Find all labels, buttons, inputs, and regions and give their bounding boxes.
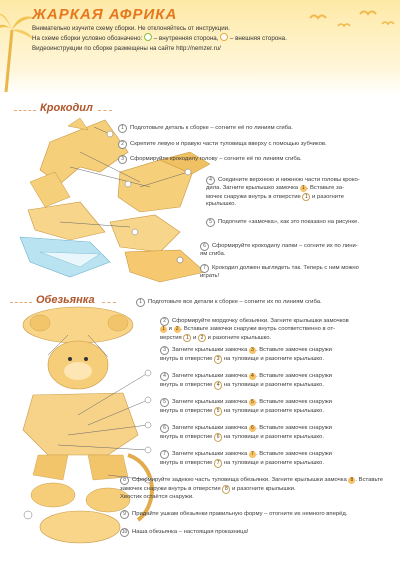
hole-marker: 8 bbox=[222, 485, 230, 494]
step-text: и bbox=[168, 326, 172, 332]
step-text: и разогните bbox=[312, 193, 344, 200]
monkey-heading-swirl-right bbox=[102, 302, 116, 304]
step-number: 4 bbox=[160, 372, 169, 381]
monkey-step-9 bbox=[120, 510, 390, 519]
intro-line-1: Внимательно изучите схему сборки. Не отклоняйтесь от инструкции. bbox=[32, 25, 230, 32]
monkey-step-7 bbox=[160, 450, 390, 468]
step-text: . Вставьте замочек снаружи bbox=[255, 425, 332, 431]
step-text: . Вставьте замочек снаружи bbox=[255, 373, 332, 379]
step-number: 2 bbox=[160, 317, 169, 326]
step-text: внутрь в отверстие bbox=[160, 382, 213, 388]
lock-marker: 1 bbox=[160, 326, 167, 333]
step-text: на туловище и разогните крылышко. bbox=[223, 382, 324, 388]
step-number: 7 bbox=[160, 450, 169, 459]
croc-step-6 bbox=[200, 242, 386, 259]
intro-text bbox=[32, 24, 362, 53]
step-text: Загните крылышки замочка bbox=[172, 373, 248, 379]
step-text: Наша обезьянка – настоящая проказница! bbox=[132, 529, 249, 535]
step-text: Загните крылышки замочка bbox=[172, 451, 248, 457]
step-text: и bbox=[193, 334, 197, 341]
monkey-step-8 bbox=[120, 476, 390, 501]
step-number: 7 bbox=[200, 264, 209, 273]
croc-step-1 bbox=[118, 124, 378, 133]
page-title: ЖАРКАЯ АФРИКА bbox=[32, 6, 178, 23]
hole-marker: 6 bbox=[214, 433, 222, 442]
step-text: . Вставьте замочек снаружи внутрь в отверстие bbox=[120, 477, 384, 492]
lock-marker: 3 bbox=[249, 347, 256, 354]
croc-step-4 bbox=[206, 176, 386, 209]
monkey-step-6 bbox=[160, 424, 390, 442]
hole-marker: 1 bbox=[183, 334, 191, 343]
monkey-step-1 bbox=[136, 298, 386, 307]
step-text: Сформируйте крокодилу лапки – согните их по лини- bbox=[212, 243, 358, 249]
step-text: играть! bbox=[200, 273, 220, 279]
step-number: 3 bbox=[160, 346, 169, 355]
lock-marker: 8 bbox=[348, 477, 355, 484]
croc-step-7 bbox=[200, 264, 386, 281]
step-text: ям сгиба. bbox=[200, 251, 226, 257]
crocodile-heading: Крокодил bbox=[40, 102, 93, 114]
step-text: . Вставьте замочек снаружи bbox=[255, 451, 332, 457]
step-text: . Вставьте замочек снаружи bbox=[255, 347, 332, 353]
monkey-heading-swirl bbox=[10, 302, 32, 304]
step-text: на туловище и разогните крылышко. bbox=[223, 408, 324, 414]
step-text: на туловище и разогните крылышко. bbox=[223, 434, 324, 440]
intro-line-2 bbox=[32, 33, 362, 43]
monkey-step-2 bbox=[160, 317, 390, 342]
outer-side-marker-icon bbox=[220, 33, 228, 41]
step-text: мочек снаружи внутрь в отверстие bbox=[206, 193, 301, 200]
step-text: Подготовьте деталь к сборке – согните её по линиям сгиба. bbox=[130, 125, 293, 131]
step-text: Сформируйте мордочку обезьянки. Загните крылышки замочков bbox=[172, 318, 349, 324]
step-text: Придайте ушкам обезьянки правильную форму – отогните их немного вперёд. bbox=[132, 511, 348, 517]
step-text: на туловище и разогните крылышко. bbox=[223, 356, 324, 362]
step-text: Крокодил должен выглядеть так. Теперь с ним можно bbox=[212, 265, 359, 271]
croc-step-5 bbox=[206, 218, 386, 227]
step-number: 3 bbox=[118, 155, 127, 164]
croc-step-3 bbox=[118, 155, 378, 164]
lock-marker: 7 bbox=[249, 451, 256, 458]
step-number: 1 bbox=[118, 124, 127, 133]
hole-marker: 4 bbox=[214, 381, 222, 390]
crocodile-diagram bbox=[10, 112, 220, 287]
step-number: 5 bbox=[206, 218, 215, 227]
step-text: внутрь в отверстие bbox=[160, 356, 213, 362]
step-text: . Вставьте за- bbox=[306, 185, 344, 191]
lock-marker: 2 bbox=[174, 326, 181, 333]
intro-line-3: Видеоинструкции по сборке размещены на сайте http://nemzer.ru/ bbox=[32, 44, 221, 52]
step-text: и разогните крылышки. bbox=[232, 486, 296, 492]
step-text: . Вставьте замочек снаружи bbox=[255, 399, 332, 405]
step-text: на туловище и разогните крылышко. bbox=[223, 460, 324, 466]
step-number: 8 bbox=[120, 476, 129, 485]
step-text: верстия bbox=[160, 334, 182, 341]
lock-marker: 5 bbox=[249, 399, 256, 406]
step-number: 1 bbox=[136, 298, 145, 307]
monkey-step-3 bbox=[160, 346, 390, 364]
step-text: крылышко. bbox=[206, 201, 237, 208]
monkey-heading: Обезьянка bbox=[36, 294, 95, 306]
step-text: Сформируйте крокодилу голову – согните её по линиям сгиба. bbox=[130, 156, 302, 162]
step-number: 9 bbox=[120, 510, 129, 519]
lock-marker: 1 bbox=[300, 185, 307, 192]
step-number: 6 bbox=[200, 242, 209, 251]
step-text: внутрь в отверстие bbox=[160, 460, 213, 466]
monkey-step-10 bbox=[120, 528, 390, 537]
hole-marker: 1 bbox=[302, 193, 310, 202]
monkey-diagram bbox=[8, 305, 168, 545]
step-text: . Вставьте замочки снаружи внутрь соответственно в от- bbox=[180, 326, 336, 332]
step-number: 10 bbox=[121, 529, 128, 535]
step-number: 6 bbox=[160, 424, 169, 433]
step-number: 2 bbox=[118, 140, 127, 149]
croc-step-2 bbox=[118, 140, 378, 149]
step-text: Загните крылышки замочка bbox=[172, 399, 248, 405]
step-text: дила. Загните крылышко замочка bbox=[206, 185, 299, 191]
step-text: Подготовьте все детали к сборке – согните их по линиям сгиба. bbox=[148, 299, 322, 305]
step-text: Скрепите левую и правую части туловища вверху с помощью зубчиков. bbox=[130, 141, 327, 147]
hole-marker: 3 bbox=[214, 355, 222, 364]
intro-line-2b: – внутренняя сторона, bbox=[153, 35, 219, 43]
step-number: 5 bbox=[160, 398, 169, 407]
hole-marker: 7 bbox=[214, 459, 222, 468]
lock-marker: 6 bbox=[249, 425, 256, 432]
inner-side-marker-icon bbox=[144, 33, 152, 41]
step-text: Загните крылышки замочка bbox=[172, 347, 248, 353]
step-text: Сформируйте заднюю часть туловища обезьянки. Загните крылышки замочка bbox=[132, 477, 347, 483]
step-text: и разогните крылышко. bbox=[207, 334, 272, 341]
monkey-step-5 bbox=[160, 398, 390, 416]
hole-marker: 2 bbox=[198, 334, 206, 343]
intro-line-2a: На схеме сборки условно обозначено: bbox=[32, 35, 143, 43]
step-text: Хвостик остаётся снаружи. bbox=[120, 493, 194, 500]
step-number: 4 bbox=[206, 176, 215, 185]
monkey-step-4 bbox=[160, 372, 390, 390]
step-text: внутрь в отверстие bbox=[160, 408, 213, 414]
step-text: Подогните «замочка», как это показано на рисунке. bbox=[218, 219, 359, 225]
step-text: Соедините верхнюю и нижнюю части головы кроко- bbox=[218, 177, 360, 183]
lock-marker: 4 bbox=[249, 373, 256, 380]
intro-line-2c: – внешняя сторона. bbox=[229, 35, 287, 43]
step-text: внутрь в отверстие bbox=[160, 434, 213, 440]
step-text: Загните крылышки замочка bbox=[172, 425, 248, 431]
hole-marker: 5 bbox=[214, 407, 222, 416]
